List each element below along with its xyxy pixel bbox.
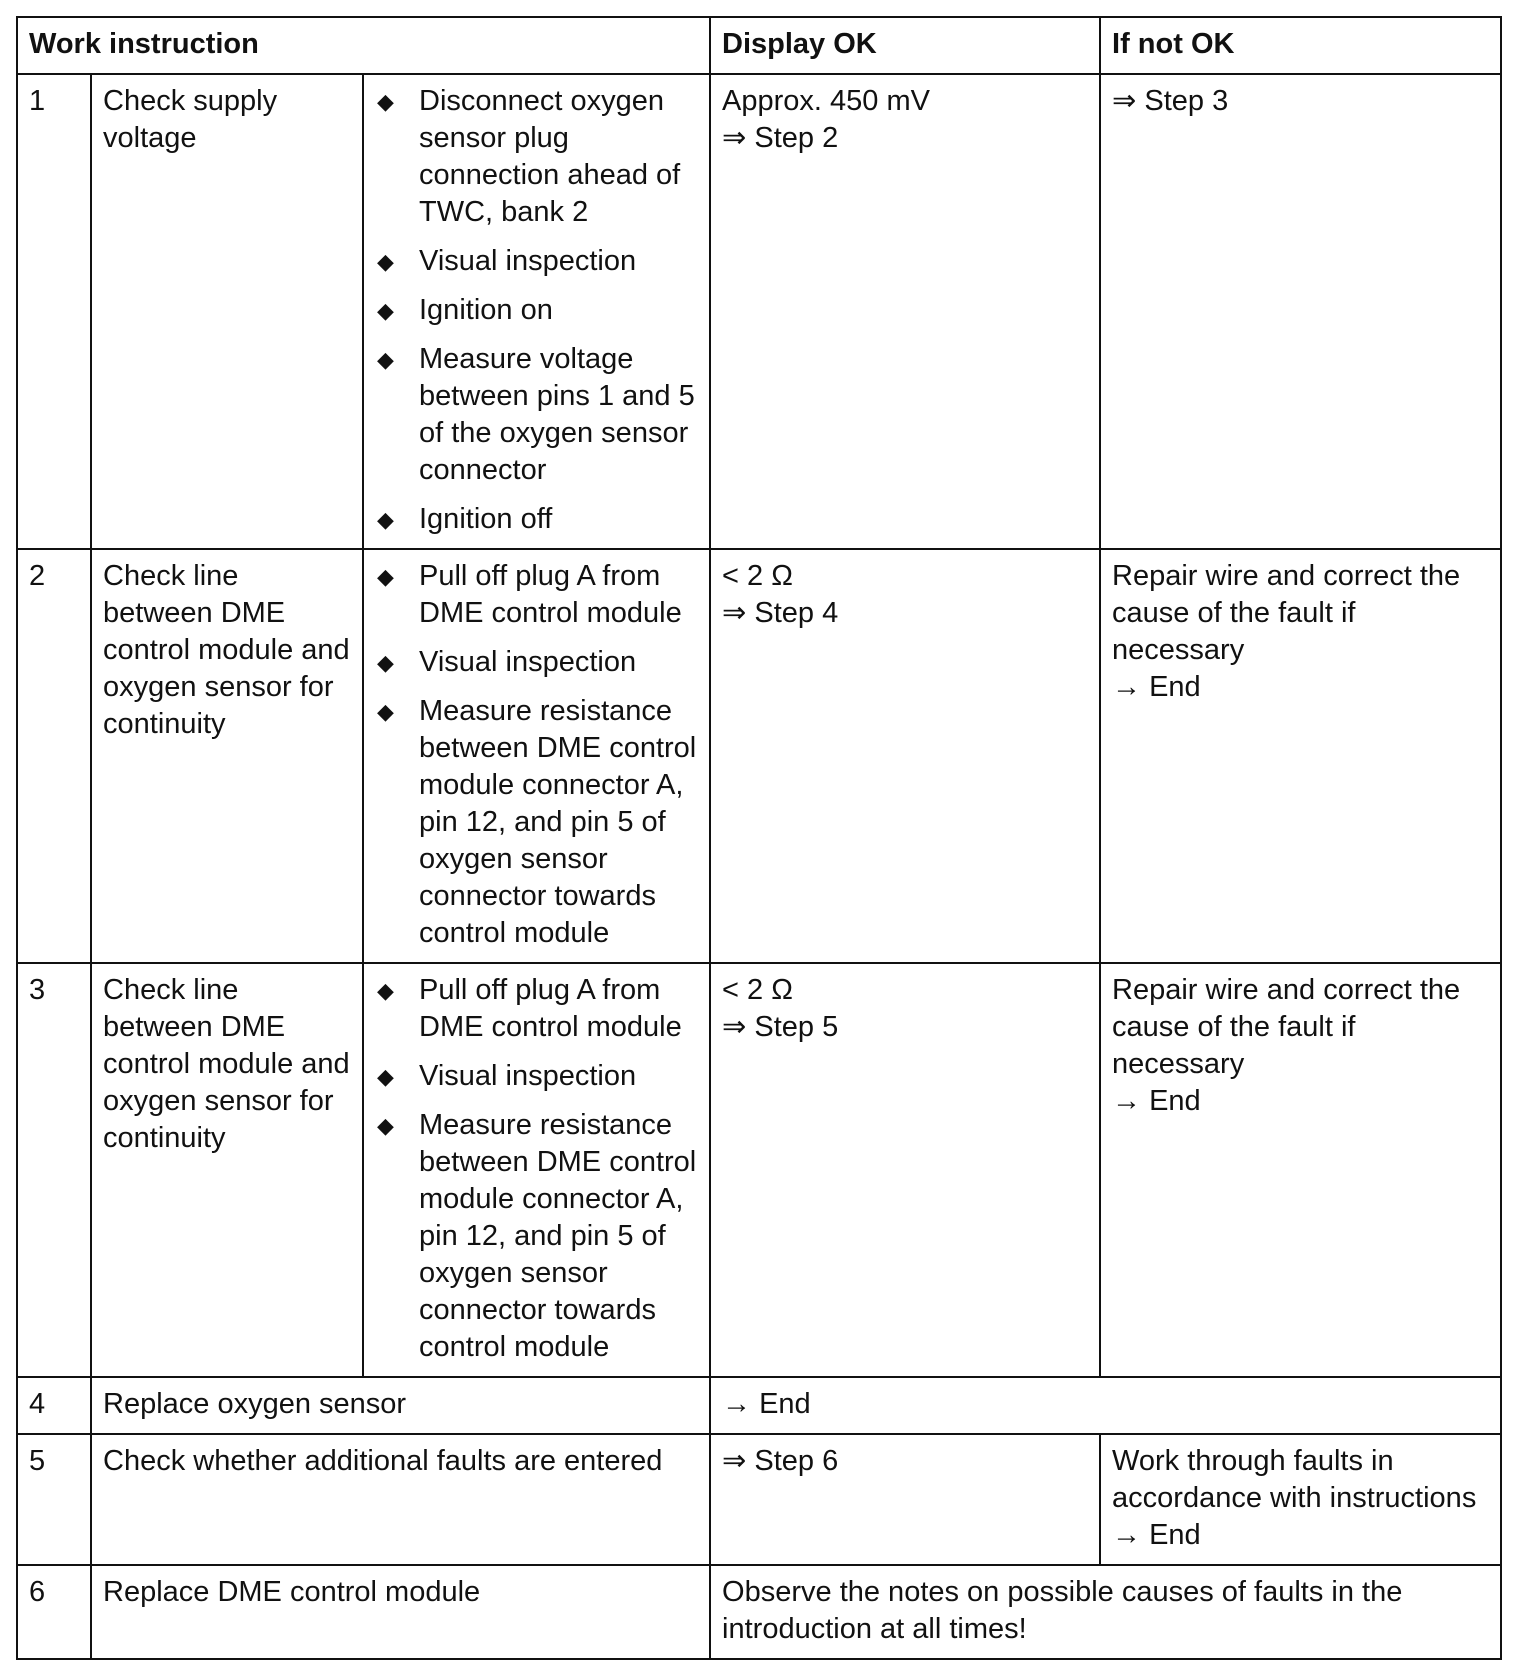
table-row — [17, 1434, 1501, 1565]
procedure-item: ◆ Ignition off — [375, 501, 699, 538]
table-header-row — [17, 17, 1501, 74]
if-not-ok-cell: ⇒ Step 3 — [1100, 74, 1501, 549]
step-instruction: Replace oxygen sensor — [91, 1377, 710, 1434]
procedure-list — [375, 972, 699, 1366]
display-ok-cell: ⇒ Step 6 — [710, 1434, 1100, 1565]
display-ok-cell: < 2 Ω ⇒ Step 4 — [710, 549, 1100, 963]
diamond-bullet-icon: ◆ — [377, 507, 394, 532]
result-cell: → End — [710, 1377, 1501, 1434]
step-procedure — [363, 549, 710, 963]
display-ok-cell: < 2 Ω ⇒ Step 5 — [710, 963, 1100, 1377]
procedure-item: ◆ Visual inspection — [375, 644, 699, 681]
step-number: 6 — [17, 1565, 91, 1659]
step-number: 1 — [17, 74, 91, 549]
procedure-item: ◆ Ignition on — [375, 292, 699, 329]
diamond-bullet-icon: ◆ — [377, 89, 394, 114]
step-instruction: Replace DME control module — [91, 1565, 710, 1659]
procedure-item: ◆ Visual inspection — [375, 243, 699, 280]
header-if-not-ok: If not OK — [1100, 17, 1501, 74]
diamond-bullet-icon: ◆ — [377, 699, 394, 724]
diamond-bullet-icon: ◆ — [377, 249, 394, 274]
display-ok-cell: Approx. 450 mV ⇒ Step 2 — [710, 74, 1100, 549]
procedure-item: ◆ Pull off plug A from DME control module — [377, 974, 682, 1043]
table-row — [17, 74, 1501, 549]
procedure-item: ◆ Pull off plug A from DME control module — [377, 560, 682, 629]
step-procedure — [363, 963, 710, 1377]
work-instruction-table — [16, 16, 1502, 1660]
diamond-bullet-icon: ◆ — [377, 1113, 394, 1138]
diamond-bullet-icon: ◆ — [377, 564, 394, 589]
header-work-instruction: Work instruction — [17, 17, 710, 74]
procedure-list — [375, 558, 699, 952]
procedure-list — [375, 83, 699, 538]
step-number: 2 — [17, 549, 91, 963]
step-check: Check supply voltage — [91, 74, 363, 549]
step-number: 4 — [17, 1377, 91, 1434]
procedure-item: ◆ Measure resistance between DME control module connector A, pin 12, and pin 5 of oxygen sensor connector towards control module — [377, 1109, 697, 1363]
step-instruction: Check whether additional faults are entered — [91, 1434, 710, 1565]
if-not-ok-cell: Repair wire and correct the cause of the fault if necessary → End — [1100, 963, 1501, 1377]
header-display-ok: Display OK — [710, 17, 1100, 74]
procedure-item: ◆ Disconnect oxygen sensor plug connection ahead of TWC, bank 2 — [377, 85, 681, 228]
procedure-item: ◆ Measure resistance between DME control module connector A, pin 12, and pin 5 of oxygen sensor connector towards control module — [377, 695, 697, 949]
procedure-item: ◆ Measure voltage between pins 1 and 5 of the oxygen sensor connector — [377, 343, 695, 486]
diamond-bullet-icon: ◆ — [377, 978, 394, 1003]
diamond-bullet-icon: ◆ — [377, 298, 394, 323]
if-not-ok-cell: Work through faults in accordance with instructions → End — [1100, 1434, 1501, 1565]
table-row — [17, 1565, 1501, 1659]
procedure-item: ◆ Visual inspection — [375, 1058, 699, 1095]
step-number: 5 — [17, 1434, 91, 1565]
diamond-bullet-icon: ◆ — [377, 1064, 394, 1089]
if-not-ok-cell: Repair wire and correct the cause of the fault if necessary → End — [1100, 549, 1501, 963]
step-check: Check line between DME control module and oxygen sensor for continuity — [91, 963, 363, 1377]
step-number: 3 — [17, 963, 91, 1377]
step-check: Check line between DME control module and oxygen sensor for continuity — [91, 549, 363, 963]
diamond-bullet-icon: ◆ — [377, 347, 394, 372]
table-row — [17, 549, 1501, 963]
table-row — [17, 963, 1501, 1377]
step-procedure — [363, 74, 710, 549]
diamond-bullet-icon: ◆ — [377, 650, 394, 675]
note-cell: Observe the notes on possible causes of faults in the introduction at all times! — [710, 1565, 1501, 1659]
table-row — [17, 1377, 1501, 1434]
